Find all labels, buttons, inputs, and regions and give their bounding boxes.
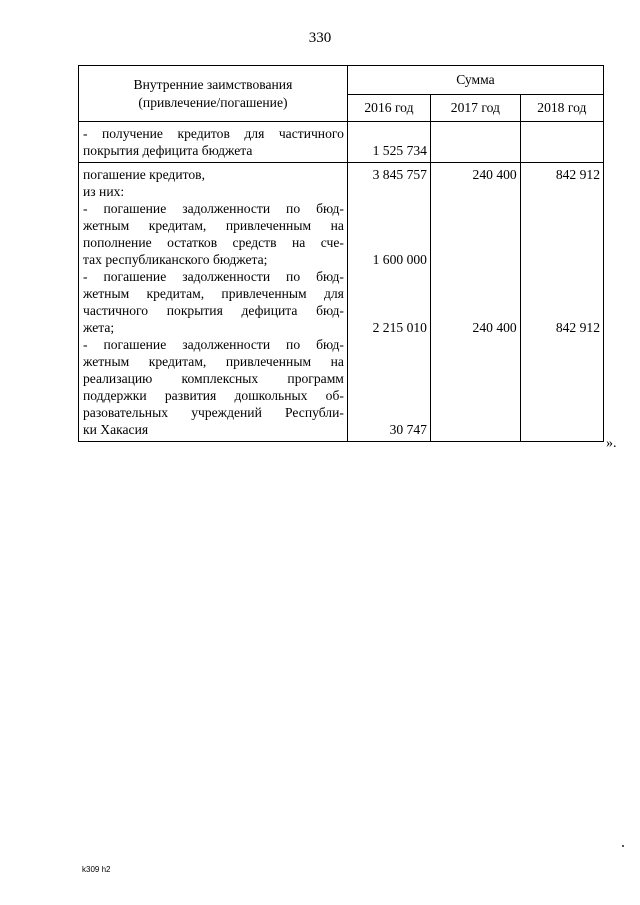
row2-line: - погашение задолженности по бюд-	[83, 269, 344, 284]
row2-line: погашение кредитов,	[83, 167, 205, 182]
row2-2016	[347, 163, 430, 442]
row1-description	[79, 122, 348, 163]
total-value-2016: 3 845 757	[372, 167, 427, 182]
row1-line: покрытия дефицита бюджета	[83, 143, 253, 158]
table-row-credit-repayment	[79, 163, 604, 442]
total-value-2017: 240 400	[472, 167, 517, 182]
row2-line: жетным кредитам, привлеченным на	[83, 354, 344, 369]
row2-line: из них:	[83, 184, 125, 199]
borrowings-table	[78, 65, 604, 442]
total-value-2018: 842 912	[555, 167, 600, 182]
deficit-value-2018: 842 912	[555, 320, 600, 335]
republic-budget-value-2016: 1 600 000	[372, 252, 427, 267]
header-borrowings-label	[79, 66, 348, 122]
header-year-2016: 2016 год	[347, 95, 430, 122]
row2-2017	[430, 163, 520, 442]
row2-line: ки Хакасия	[83, 422, 149, 437]
deficit-value-2016: 2 215 010	[372, 320, 427, 335]
row2-description	[79, 163, 348, 442]
header-year-2017: 2017 год	[430, 95, 520, 122]
deficit-value-2017: 240 400	[472, 320, 517, 335]
row2-line: жетным кредитам, привлеченным на	[83, 218, 344, 233]
row2-line: разовательных учреждений Республи-	[83, 405, 344, 420]
row2-line: жетным кредитам, привлеченным для	[83, 286, 344, 301]
header-sum: Сумма	[347, 66, 603, 95]
header-year-2018: 2018 год	[520, 95, 603, 122]
row1-2016	[347, 122, 430, 163]
closing-quote: ».	[606, 436, 617, 451]
row2-line: тах республиканского бюджета;	[83, 252, 268, 267]
scan-artifact	[622, 845, 624, 847]
row1-line: - получение кредитов для частичного	[83, 126, 344, 141]
header-label-line1: Внутренние заимствования	[133, 76, 293, 92]
page-number: 330	[308, 30, 332, 46]
row2-line: частичного покрытия дефицита бюд-	[83, 303, 344, 318]
row2-2018	[520, 163, 603, 442]
row2-line: пополнение остатков средств на сче-	[83, 235, 344, 250]
table-row-credit-receipt	[79, 122, 604, 163]
row1-value-2016: 1 525 734	[372, 143, 427, 158]
row2-line: реализацию комплексных программ	[83, 371, 344, 386]
footer-code: k309 h2	[82, 865, 111, 874]
row2-line: - погашение задолженности по бюд-	[83, 201, 344, 216]
header-label-line2: (привлечение/погашение)	[138, 94, 288, 110]
row2-line: поддержки развития дошкольных об-	[83, 388, 344, 403]
table-header-row	[79, 66, 604, 95]
row1-2017	[430, 122, 520, 163]
preschool-value-2016: 30 747	[389, 422, 427, 437]
row2-line: - погашение задолженности по бюд-	[83, 337, 344, 352]
row1-2018	[520, 122, 603, 163]
row2-line: жета;	[83, 320, 115, 335]
